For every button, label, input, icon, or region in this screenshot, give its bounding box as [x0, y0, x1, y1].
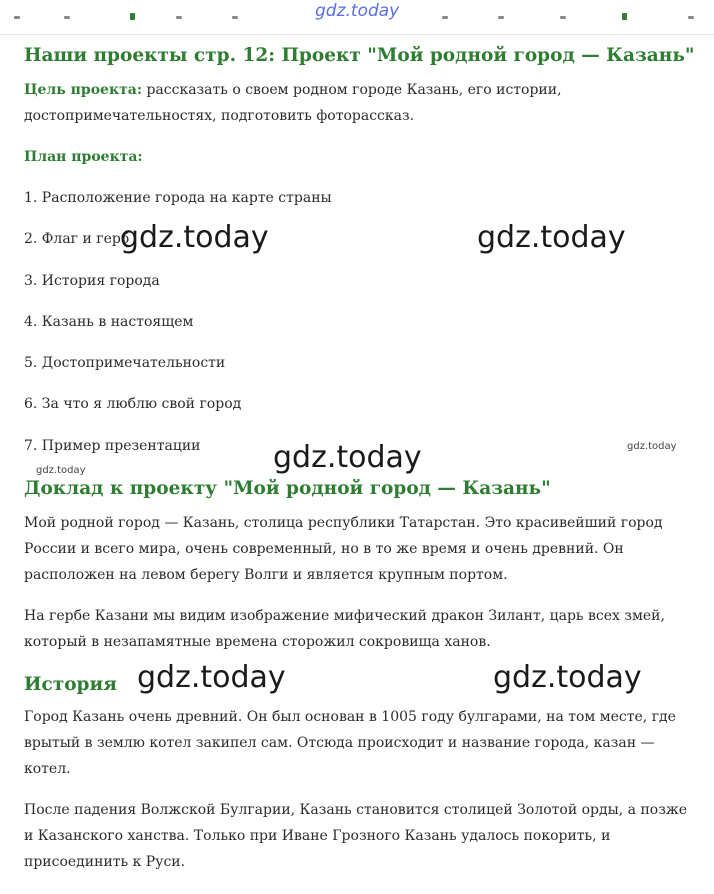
- cropped-mark: [176, 16, 182, 19]
- plan-label: План проекта:: [24, 149, 143, 165]
- plan-item: 6. За что я люблю свой город: [24, 396, 242, 413]
- cropped-mark: [14, 16, 20, 19]
- top-watermark: gdz.today: [315, 1, 400, 21]
- report-title: Доклад к проекту "Мой родной город — Казань": [24, 478, 551, 500]
- plan-item: 2. Флаг и герб: [24, 231, 130, 248]
- history-title: История: [24, 674, 117, 696]
- report-paragraph: Мой родной город — Казань, столица республики Татарстан. Это красивейший город России и всего мира, очень современный, но в то же время и очень древний. Он расположен на левом берегу Волги и является крупным портом.: [24, 515, 663, 584]
- watermark: gdz.today: [120, 220, 269, 255]
- goal-text: рассказать о своем родном городе Казань, его истории, достопримечательностях, подготовить фоторассказ.: [24, 82, 562, 124]
- plan-item: 4. Казань в настоящем: [24, 313, 194, 330]
- report-paragraph: На гербе Казани мы видим изображение мифический дракон Зилант, царь всех змей, который в незапамятные времена сторожил сокровища ханов.: [24, 608, 665, 651]
- watermark: gdz.today: [477, 220, 626, 255]
- top-divider: [0, 34, 714, 35]
- cropped-mark: [688, 16, 694, 19]
- history-paragraph: Город Казань очень древний. Он был основан в 1005 году булгарами, на том месте, где врытый в землю котел закипел сам. Отсюда происходит и название города, казан — котел.: [24, 709, 676, 778]
- cropped-mark: [498, 16, 504, 19]
- plan-item: 5. Достопримечательности: [24, 355, 226, 372]
- plan-item: 3. История города: [24, 272, 160, 289]
- watermark: gdz.today: [137, 660, 286, 695]
- goal-label: Цель проекта:: [24, 82, 142, 98]
- plan-item: 1. Расположение города на карте страны: [24, 190, 332, 206]
- watermark-small: gdz.today: [627, 441, 677, 452]
- history-paragraph: После падения Волжской Булгарии, Казань становится столицей Золотой орды, а позже и Казанского ханства. Только при Иване Грозного Казань удалось покорить, и присоединить к Руси.: [24, 802, 688, 871]
- cropped-mark: [560, 16, 566, 19]
- watermark-small: gdz.today: [36, 465, 86, 476]
- project-title: Наши проекты стр. 12: Проект "Мой родной город — Казань": [24, 45, 695, 66]
- plan-item: 7. Пример презентации: [24, 437, 201, 454]
- cropped-mark: [232, 16, 238, 19]
- watermark: gdz.today: [273, 440, 422, 475]
- cropped-mark: [622, 13, 627, 20]
- cropped-mark: [442, 16, 448, 19]
- cropped-mark: [64, 16, 70, 19]
- project-goal: [24, 77, 690, 129]
- cropped-top-strip: [0, 0, 714, 24]
- cropped-mark: [130, 13, 135, 20]
- watermark: gdz.today: [493, 660, 642, 695]
